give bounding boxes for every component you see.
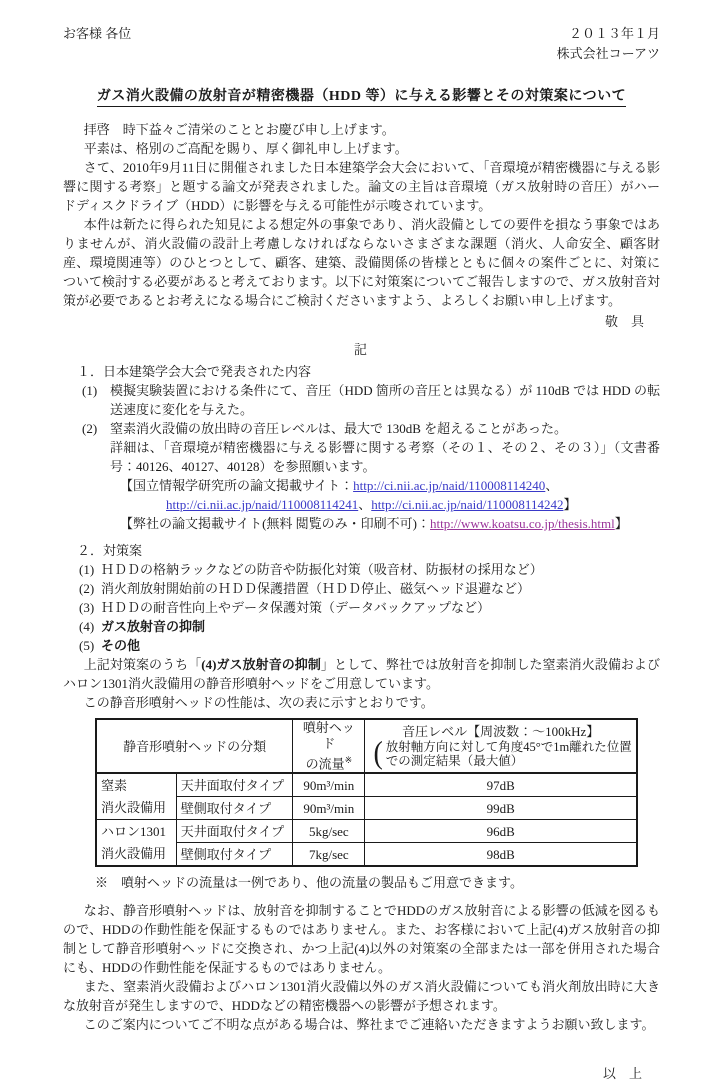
closing-paragraph-2: また、窒素消火設備およびハロン1301消火設備以外のガス消火設備についても消火剤放出時に大きな放射音が発生しますので、HDDなどの精密機器への影響が予想されます。 (63, 979, 660, 1014)
mount-type: 壁側取付タイプ (176, 797, 292, 820)
closing-block (63, 901, 660, 1034)
item-text: 消火剤放射開始前のＨＤＤ保護措置（ＨＤＤ停止、磁気ヘッド退避など） (101, 581, 531, 596)
sound-level-value: 98dB (365, 843, 637, 867)
closing-paragraph-3: このご案内についてご不明な点がある場合は、弊社までご連絡いただきますようお願い致します。 (83, 1017, 655, 1033)
item-marker: (3) (79, 600, 95, 615)
bracket-close: 】 (614, 516, 628, 531)
section-1 (63, 362, 660, 533)
group-name-line1: ハロン1301 (101, 823, 167, 839)
closing-paragraph-1: なお、静音形噴射ヘッドは、放射音を抑制することでHDDのガス放射音による影響の低減を図るもので、HDDの作動性能を保証するものではありません。また、お客様において上記(4)ガス放射音の抑制として静音形噴射ヘッドに交換され、かつ上記(4)以外の対策案の全部または一部を併用された場合にも、HDDの作動性能を保証するものではありません。 (63, 903, 660, 976)
table-footnote: ※ 噴射ヘッドの流量は一例であり、他の流量の製品もご用意できます。 (95, 875, 523, 891)
subnote-line2: での測定結果（最大値） (385, 754, 524, 769)
flow-value: 5kg/sec (293, 820, 365, 843)
flow-header-note-mark: ※ (344, 755, 353, 765)
record-mark: 記 (353, 342, 369, 357)
link-separator: 、 (358, 497, 372, 512)
header-flow-rate (293, 719, 365, 773)
section1-detail: 詳細は、「音環境が精密機器に与える影響に関する考察（その１、その２、その３）」（文書番号：40126、40127、40128）を参照願います。 (110, 440, 660, 474)
flow-header-line1: 噴射ヘッド (302, 720, 355, 751)
nii-link-3[interactable]: http://ci.nii.ac.jp/naid/110008114242 (371, 497, 564, 512)
document-header (63, 24, 660, 64)
koatsu-thesis-link[interactable]: http://www.koatsu.co.jp/thesis.html (430, 516, 615, 531)
flow-value: 7kg/sec (293, 843, 365, 867)
item-text: 模擬実験装置における条件にて、音圧（HDD 箇所の音圧とは異なる）が 110dB では HDD の転送速度に変化を与えた。 (110, 383, 660, 417)
table-row (96, 843, 637, 867)
section2-item-5 (63, 636, 660, 655)
sound-level-value: 99dB (365, 797, 637, 820)
document-date: ２０１３年１月 (568, 26, 660, 41)
nii-link-2[interactable]: http://ci.nii.ac.jp/naid/110008114241 (166, 497, 359, 512)
item-marker: (5) (79, 638, 95, 653)
greeting-paragraph-2: 平素は、格別のご高配を賜り、厚く御礼申し上げます。 (83, 141, 408, 156)
header-sound-level (365, 719, 637, 773)
item-text: ＨＤＤの耐音性向上やデータ保護対策（データバックアップなど） (101, 600, 490, 615)
item-text: その他 (101, 638, 141, 653)
table-row (96, 820, 637, 843)
group-name-line2: 消火設備用 (101, 799, 167, 815)
table-row (96, 773, 637, 797)
section1-item-2 (63, 419, 660, 438)
nii-links-label: 【国立情報学研究所の論文掲載サイト： (120, 478, 354, 493)
link-separator: 、 (545, 478, 559, 493)
greeting-paragraph-1: 拝啓 時下益々ご清栄のこととお慶び申し上げます。 (83, 122, 395, 137)
table-row (96, 797, 637, 820)
table-header-row (96, 719, 637, 773)
section2-item-4 (63, 617, 660, 636)
sound-level-title: 音圧レベル【周波数：～100kHz】 (402, 723, 600, 739)
header-right (557, 24, 660, 64)
item-text: ＨＤＤの格納ラックなどの防音や防振化対策（吸音材、防振材の採用など） (101, 562, 543, 577)
greeting-paragraph-4: 本件は新たに得られた知見による想定外の事象であり、消火設備としての要件を損なう事象ではありませんが、消火設備の設計上考慮しなければならないさまざまな課題（消火、人命安全、顧客財産、環境関連等）のひとつとして、顧客、建築、設備関係の皆様とともに個々の案件ごとに、対策について検討する必要があると考えております。以下に対策案についてご報告しますので、ガス放射音対策が必要であるとお考えになる場合にご検討くださいますよう、よろしくお願い申し上げます。 (63, 217, 660, 308)
item-marker: (1) (79, 562, 95, 577)
nii-link-1[interactable]: http://ci.nii.ac.jp/naid/110008114240 (353, 478, 546, 493)
item-marker: (4) (79, 619, 95, 634)
sound-level-value: 96dB (365, 820, 637, 843)
koatsu-link-line (120, 514, 660, 533)
item-text: 窒素消火設備の放出時の音圧レベルは、最大で 130dB を超えることがあった。 (110, 421, 568, 436)
bracket-glyph: ( (373, 735, 383, 772)
koatsu-link-label: 【弊社の論文掲載サイト(無料 閲覧のみ・印刷不可)： (120, 516, 430, 531)
company-name: 株式会社コーアツ (556, 46, 660, 61)
item-text: ガス放射音の抑制 (101, 619, 206, 634)
flow-value: 90m³/min (293, 773, 365, 797)
item-marker: (2) (79, 581, 95, 596)
item-marker: (1) (82, 383, 98, 398)
paper-links-block (120, 476, 660, 533)
mount-type: 天井面取付タイプ (176, 820, 292, 843)
flow-value: 90m³/min (293, 797, 365, 820)
subnote-line1: 放射軸方向に対して角度45°で1m離れた位置 (385, 739, 632, 754)
title-wrap (63, 86, 660, 106)
sound-level-value: 97dB (365, 773, 637, 797)
document-title: ガス消火設備の放射音が精密機器（HDD 等）に与える影響とその対策案について (97, 89, 626, 107)
performance-table (95, 718, 638, 867)
flow-header-line2: の流量 (305, 756, 345, 772)
group-nitrogen (96, 773, 176, 820)
sound-level-subnote (369, 735, 632, 772)
sound-level-subnote-lines (386, 740, 632, 769)
group-halon1301 (96, 820, 176, 867)
closing-salutation: 敬 具 (604, 314, 644, 329)
section1-item-1 (63, 381, 660, 419)
recipient: お客様 各位 (63, 26, 132, 41)
section2-intro-paragraph (63, 655, 660, 693)
section2-item-2 (63, 579, 660, 598)
section1-heading: １．日本建築学会大会で発表された内容 (77, 364, 312, 379)
mount-type: 壁側取付タイプ (176, 843, 292, 867)
nii-links-line2 (166, 495, 660, 514)
group-name-line2: 消火設備用 (101, 845, 167, 861)
intro-post: 」として、弊社では放射音を抑制した窒素消火設備およびハロン1301消火設備用の静音形噴射ヘッドをご用意しています。 (63, 657, 660, 691)
section2-item-1 (63, 560, 660, 579)
section2-heading: ２．対策案 (77, 543, 143, 558)
greeting-block (63, 120, 660, 310)
section-2 (63, 541, 660, 712)
nii-links-line1 (120, 476, 660, 495)
item-marker: (2) (82, 421, 98, 436)
bracket-close: 】 (563, 497, 577, 512)
table-lead-paragraph: この静音形噴射ヘッドの性能は、次の表に示すとおりです。 (83, 695, 434, 710)
mount-type: 天井面取付タイプ (176, 773, 292, 797)
section2-item-3 (63, 598, 660, 617)
group-name-line1: 窒素 (101, 777, 128, 793)
intro-bold: (4)ガス放射音の抑制 (201, 657, 321, 672)
end-mark: 以 上 (602, 1066, 642, 1082)
header-classification: 静音形噴射ヘッドの分類 (96, 719, 293, 773)
intro-pre: 上記対策案のうち「 (83, 657, 202, 672)
greeting-paragraph-3: さて、2010年9月11日に開催されました日本建築学会大会において、「音環境が精密機器に与える影響に関する考察」と題する論文が発表されました。論文の主旨は音環境（ガス放射時の音圧）がハードディスクドライブ（HDD）に影響を与える可能性が示唆されています。 (63, 160, 660, 213)
